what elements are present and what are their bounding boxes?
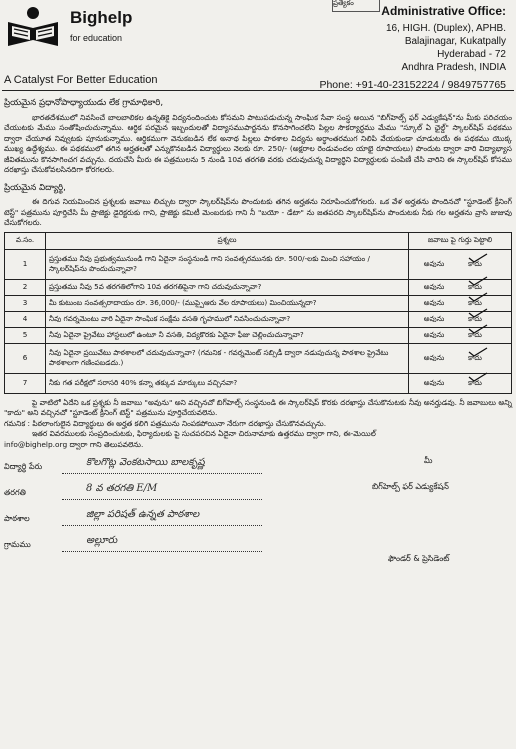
answer-yes[interactable]: అవును bbox=[423, 329, 445, 339]
answer-no-label: కాదు bbox=[468, 352, 482, 362]
checkmark-icon bbox=[468, 308, 488, 318]
row-number: 5 bbox=[5, 327, 46, 343]
row-number: 7 bbox=[5, 373, 46, 393]
row-number: 2 bbox=[5, 279, 46, 295]
answer-no-label: కాదు bbox=[468, 329, 482, 339]
name-label: విద్యార్థి పేరు bbox=[4, 462, 43, 471]
email-line: info@bighelp.org ద్వారా గాని తెలుపవలెను. bbox=[4, 439, 144, 449]
checkmark-icon bbox=[468, 347, 488, 357]
brand-name: Bighelp bbox=[70, 8, 133, 27]
address-line: 16, HIGH. (Duplex), APHB. bbox=[385, 23, 506, 34]
answer-no-label: కాదు bbox=[468, 258, 482, 268]
org-signature: బిగ్‌హెల్ప్ ఫర్ ఎడ్యుకేషన్ bbox=[372, 482, 449, 491]
sign-mark: మీ bbox=[424, 456, 433, 465]
answer-yes[interactable]: అవును bbox=[423, 281, 445, 291]
answer-yes[interactable]: అవును bbox=[423, 352, 445, 362]
row-number: 3 bbox=[5, 295, 46, 311]
checkmark-icon bbox=[468, 276, 488, 286]
row-question: మీ కుటుంబ సంవత్సరాదాయం రూ. 36,000/- (ముప్పైఆరు వేల రూపాయలు) మించియున్నదా? bbox=[46, 295, 409, 311]
table-row bbox=[5, 327, 512, 343]
answer-no-label: కాదు bbox=[468, 297, 482, 307]
table-row bbox=[5, 279, 512, 295]
answer-no[interactable] bbox=[456, 314, 494, 325]
field-school bbox=[4, 508, 512, 534]
row-answer bbox=[409, 295, 512, 311]
row-question: ప్రస్తుతము నీవు ప్రభుత్వమునుండి గాని ఏదైనా సంస్థనుండి గాని సంవత్సరమునకు రూ. 500/-లకు మించి సహాయం / స్కాలర్‌షిప్‌ను పొందుచున్నావా? bbox=[46, 249, 409, 279]
row-question: నీవు ఏదైనా ప్రైవేటు హాస్టలులో ఉంటూ నీ వసతి, విద్యకొరకు ఏదైనా ఫీజు చెల్లించుచున్నావా? bbox=[46, 327, 409, 343]
answer-no-label: కాదు bbox=[468, 377, 482, 387]
letterhead bbox=[0, 0, 516, 92]
answer-no-label: కాదు bbox=[468, 313, 482, 323]
row-answer bbox=[409, 279, 512, 295]
answer-no[interactable] bbox=[456, 298, 494, 309]
checkmark-icon bbox=[468, 372, 488, 382]
books-logo-icon bbox=[6, 6, 60, 48]
table-row bbox=[5, 343, 512, 373]
row-number: 4 bbox=[5, 311, 46, 327]
row-answer bbox=[409, 311, 512, 327]
answer-no[interactable] bbox=[456, 353, 494, 364]
answer-yes[interactable]: అవును bbox=[423, 377, 445, 387]
answer-yes[interactable]: అవును bbox=[423, 313, 445, 323]
student-paragraph: ఈ దిగువ నియమించిన ప్రశ్నలకు జవాబు లిచ్చుట ద్వారా స్కాలర్‌షిప్‌ను పొందుటకు తగిన అర్హతను నిరూపించుకోగలరు. ఒక వేళ అర్హతను పొందినచో "స్టూడెంట్ క్రీనింగ్ టెస్ట్" పత్రమును పూర్తిచేసి మీ ప్రాజెక్టు డైరెక్టరుకు గాని, ప్రాజెక్టు కమిటీ మెంబరుకు గాని నీ "బయో - డేటా" ను జతపరచి స్కాలర్‌షిప్‌ను పొందుటకు నీకు గల అర్హతను వ్రాసి జుజువు చేసుకోగలరు. bbox=[4, 197, 512, 227]
address-line: Hyderabad - 72 bbox=[437, 49, 506, 60]
row-answer bbox=[409, 343, 512, 373]
row-question: నీవు గవర్నమెంటు వారి ఏదైనా సాంఘిక సంక్షేమ వసతి గృహములో నివసించుచున్నావా? bbox=[46, 311, 409, 327]
col-answer: జవాబు పై గుర్తు పెట్టాలి bbox=[409, 232, 512, 249]
address-line: Balajinagar, Kukatpally bbox=[404, 36, 506, 47]
village-value[interactable]: అల్లూరు bbox=[86, 535, 118, 546]
checkmark-icon bbox=[468, 292, 488, 302]
stamp: ప్రత్యేకం bbox=[332, 0, 380, 12]
answer-yes[interactable]: అవును bbox=[423, 258, 445, 268]
answer-no[interactable] bbox=[456, 259, 494, 270]
school-value[interactable]: జిల్లా పరిషత్ ఉన్నత పాఠశాల bbox=[86, 509, 200, 520]
salutation-headmaster: ప్రియమైన ప్రధానోపాధ్యాయుడు లేక గ్రామాధికారి, bbox=[4, 98, 164, 108]
class-label: తరగతి bbox=[4, 488, 26, 497]
note-paragraph: పై వాటిలో ఏదేని ఒక ప్రశ్నకు నీ జవాబు "అవును" అని వచ్చినచో బిగ్‌హెల్ప్ సంస్థనుండి ఈ స్కాలర్‌షిప్ కొరకు దరఖాస్తు చేసుకొనుటకు నీవు అనర్హుడవు. నీ జవాబులు అన్ని "కాదు" అని వచ్చినచో "స్టూడెంట్ క్రీనింగ్ టెస్ట్" పత్రమును పూర్తిచేయవలెను. bbox=[4, 397, 512, 417]
col-number: వ.సం. bbox=[5, 232, 46, 249]
brand-subtitle: for education bbox=[70, 33, 123, 43]
row-question: నీకు గత పరీక్షలో సరాసరి 40% కన్నా తక్కువ మార్కులు వచ్చినవా? bbox=[46, 373, 409, 393]
row-answer bbox=[409, 249, 512, 279]
field-name bbox=[4, 456, 512, 482]
school-label: పాఠశాల bbox=[4, 514, 30, 523]
admin-title: Administrative Office: bbox=[381, 4, 506, 18]
founder-title: ఫౌండర్ & ప్రెసిడెంట్ bbox=[388, 554, 450, 563]
row-number: 6 bbox=[5, 343, 46, 373]
checkmark-icon bbox=[468, 324, 488, 334]
header-divider bbox=[2, 90, 514, 91]
tagline: A Catalyst For Better Education bbox=[4, 74, 158, 86]
answer-no[interactable] bbox=[456, 282, 494, 293]
row-number: 1 bbox=[5, 249, 46, 279]
table-row bbox=[5, 373, 512, 393]
note-gamanika: గమనిక : పిఠలాంగులైన విద్యార్థులు ఈ అర్హత కలిగి పత్రమును నింపకపోయినా నేరుగా దరఖాస్తు చేసుకొనవచ్చును. bbox=[4, 418, 327, 428]
student-details bbox=[4, 456, 512, 563]
table-row bbox=[5, 249, 512, 279]
answer-no[interactable] bbox=[456, 330, 494, 341]
row-answer bbox=[409, 327, 512, 343]
row-question: నీవు ఏదైనా ప్రయివేటు పాఠశాలలో చదువుచున్నావా? (గమనిక - గవర్నమెంట్ సబ్సిడీ ద్వారా నడుపుచున్న పాఠశాల ప్రైవేటు పాఠశాలగా గణింపబడదు.) bbox=[46, 343, 409, 373]
class-value[interactable]: 8 వ తరగతి E/M bbox=[86, 483, 158, 494]
col-question: ప్రశ్నలు bbox=[46, 232, 409, 249]
admin-address bbox=[319, 5, 506, 92]
row-answer bbox=[409, 373, 512, 393]
eligibility-table bbox=[4, 232, 512, 394]
answer-no[interactable] bbox=[456, 378, 494, 389]
intro-paragraph: భారతదేశములో నివసించే బాలబాలికల ఉన్నతికై విద్యనందించుట కోసమని పాటుపడుచున్న సాంఘిక సేవా సంస్థ అయిన "బిగ్‌హెల్ప్ ఫర్ ఎడ్యుకేషన్"ను మీకు పరిచయం చేయుటకు మేము సంతోషించుచున్నాము. ఆర్థిక పరమైన ఇబ్బందులతో విద్యాసముపార్జనను కొనసాగించలేని పిల్లల సౌకర్యార్థము మేము "స్కూల్ ఏ ఛైల్డ్" స్కాలర్‌షిప్ పథకము ద్వారా చేయూత నివ్వుటకు పూనుకున్నాము. ఆర్థికముగా వెనుకబడిన లేక అనాథ పిల్లలు పాఠశాల విద్యను అర్థాంతరముగ నిలిపి వేయకుండా చూడుటయే ఈ పథకము యొక్క ముఖ్య ఉద్దేశ్యము. ఈ పథకములో తగిన అర్హతలతో ఎన్నుకొనబడిన విద్యార్థులు నెలకు రూ. 250/- (అక్షరాల రెండువందల యాభై రూపాయలు) పొందుట ద్వారా వారి విద్యాభ్యాస జీవితమును కొనసాగించగ వచ్చును. దయచేసి మీరు ఈ పత్రములను 5 నుండి 10వ తరగతి వరకు చదువుచున్న విద్యార్థిని విద్యార్థులకు పంపిణీ చేసి వారిని ఈ స్కాలర్‌షిప్ కోసము దరఖాస్తు చేసుకోవలసినదిగా కోరగలరు. bbox=[4, 112, 512, 174]
answer-yes[interactable]: అవును bbox=[423, 297, 445, 307]
answer-no-label: కాదు bbox=[468, 281, 482, 291]
checkmark-icon bbox=[468, 253, 488, 263]
address-line: Andhra Pradesh, INDIA bbox=[401, 62, 506, 73]
village-label: గ్రామము bbox=[4, 540, 31, 549]
phone: Phone: +91-40-23152224 / 9849757765 bbox=[319, 79, 506, 91]
salutation-student: ప్రియమైన విద్యార్థి, bbox=[4, 182, 66, 193]
row-question: ప్రస్తుతము నీవు 5వ తరగతిలోగాని 10వ తరగతిపైనా గాని చదువుచున్నావా? bbox=[46, 279, 409, 295]
name-value[interactable]: కొలగొట్ల వెంకటసాయి బాలకృష్ణ bbox=[86, 457, 205, 468]
table-row bbox=[5, 311, 512, 327]
contact-paragraph: ఇతర వివరములకు సంప్రదించుటకు, ఫిర్యాదులకు పై సుచపరచిన ఏదైనా చిరునామాకు ఉత్తరము ద్వారా గాని, ఈ-మెయిల్ bbox=[32, 429, 376, 438]
table-row bbox=[5, 295, 512, 311]
letter-body bbox=[4, 94, 512, 563]
